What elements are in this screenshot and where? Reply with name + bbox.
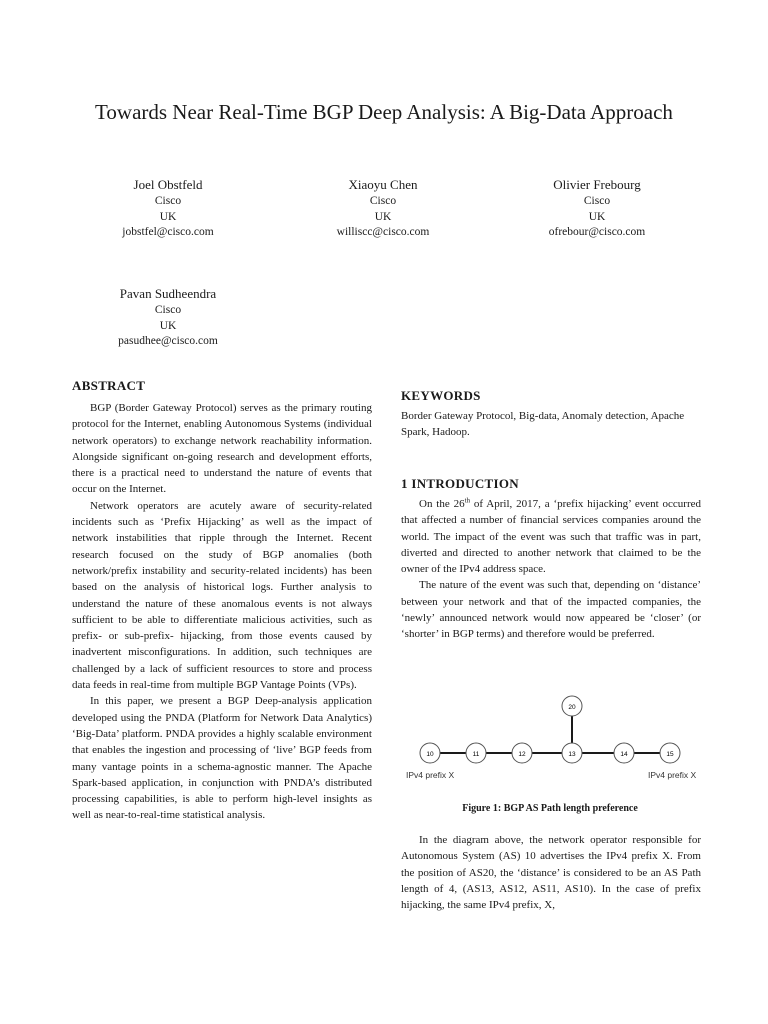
introduction-body: [401, 496, 701, 643]
as-path-diagram: [400, 692, 700, 792]
superscript: th: [464, 496, 471, 505]
abstract-paragraph: BGP (Border Gateway Protocol) serves as the primary routing protocol for the Internet, enabling Autonomous Systems (individual network operators) to exchange network reachability information. Alongside significant on-going research and development efforts, there is a practical need to understand the nature of events that occur on the Internet.: [72, 402, 372, 496]
keywords-body: [401, 408, 701, 441]
abstract-body: [72, 400, 372, 824]
as-node: [614, 743, 634, 763]
as-node: [466, 743, 486, 763]
as-node: [512, 743, 532, 763]
prefix-label: IPv4 prefix X: [406, 770, 455, 780]
as-node: [420, 743, 440, 763]
intro-text: of April, 2017, a ‘prefix hijacking’ event occurred that affected a number of financial services companies around the world. The impact of the event was such that traffic was in part, diverted and directed to another network that claimed to be the owner of the IPv4 address space.: [401, 498, 701, 576]
as-node-label: 13: [568, 751, 576, 758]
author-email: jobstfel@cisco.com: [122, 226, 214, 238]
author-org: Cisco: [369, 195, 397, 207]
author-block: [497, 176, 697, 241]
intro-paragraph: [401, 496, 701, 577]
as-node: [660, 743, 680, 763]
author-block: [68, 176, 268, 241]
intro-paragraph: The nature of the event was such that, depending on ‘distance’ between your network and that of the impacted companies, the ‘newly’ announced network would now appeared be ‘closer’ (or ‘shorter’ in BGP terms) and therefore would be preferred.: [401, 579, 701, 641]
author-country: UK: [159, 210, 177, 223]
as-node: [562, 696, 582, 716]
paper-title: Towards Near Real-Time BGP Deep Analysis: A Big-Data Approach: [95, 100, 673, 124]
keywords-heading: KEYWORDS: [401, 388, 481, 403]
author-country: UK: [588, 210, 606, 223]
intro-paragraph: In the diagram above, the network operator responsible for Autonomous System (AS) 10 advertises the IPv4 prefix X. From the position of AS20, the ‘distance’ is considered to be an AS Path length of 4, (AS13, AS12, AS11, AS10). In the case of prefix hijacking, the same IPv4 prefix, X,: [401, 834, 701, 912]
author-country: UK: [374, 210, 392, 223]
prefix-label: IPv4 prefix X: [648, 770, 697, 780]
as-node-label: 10: [426, 751, 434, 758]
author-name: Pavan Sudheendra: [119, 286, 217, 301]
introduction-heading: 1 INTRODUCTION: [401, 476, 519, 491]
author-block: [283, 176, 483, 241]
author-name: Xiaoyu Chen: [348, 177, 418, 192]
abstract-heading: ABSTRACT: [72, 378, 146, 393]
as-node: [562, 743, 582, 763]
abstract-paragraph: Network operators are acutely aware of security-related incidents such as ‘Prefix Hijacking’ as well as the impact of network instabilities that ripple through the Internet. Recent research focused on the study of BGP anomalies (both network/prefix instability and security-related incidents) has been based on the analysis of historical logs. Further analysis to understand the nature of these anomalous events is not always sufficient to be able to differentiate malicious activities, such as prefix- or sub-prefix- hijacking, from those events caused by inadvertent misconfigurations. In addition, such techniques are challenged by a lack of sufficient resources to store and process data feeds in real-time from multiple BGP Vantage Points (VPs).: [72, 499, 372, 692]
as-node-label: 15: [666, 751, 674, 758]
author-block: [68, 285, 268, 350]
as-node-label: 14: [620, 751, 628, 758]
as-node-label: 20: [568, 704, 576, 711]
author-org: Cisco: [583, 195, 611, 207]
author-country: UK: [159, 319, 177, 332]
author-org: Cisco: [154, 304, 182, 316]
introduction-body-continued: [401, 832, 701, 913]
author-org: Cisco: [154, 195, 182, 207]
author-email: pasudhee@cisco.com: [118, 335, 218, 347]
author-name: Olivier Frebourg: [553, 177, 641, 192]
intro-text: On the 26: [419, 498, 465, 510]
figure-caption: Figure 1: BGP AS Path length preference: [462, 803, 638, 814]
keywords-text: Border Gateway Protocol, Big-data, Anomaly detection, Apache Spark, Hadoop.: [401, 410, 685, 439]
as-node-label: 12: [518, 751, 526, 758]
author-name: Joel Obstfeld: [133, 177, 203, 192]
author-email: williscc@cisco.com: [336, 226, 430, 238]
abstract-paragraph: In this paper, we present a BGP Deep-analysis application developed using the PNDA (Platform for Network Data Analytics) ‘Big-Data’ platform. PNDA provides a highly scalable environment that enables the ingestion and processing of ‘live’ BGP feeds from many vantage points in a schema-agnostic manner. The Apache Spark-based application, in conjunction with PNDA’s distributed processing capabilities, is able to perform high-level insights as well as near-to-real-time statistical analysis.: [72, 695, 372, 822]
as-node-label: 11: [472, 751, 480, 758]
author-email: ofrebour@cisco.com: [548, 226, 646, 238]
